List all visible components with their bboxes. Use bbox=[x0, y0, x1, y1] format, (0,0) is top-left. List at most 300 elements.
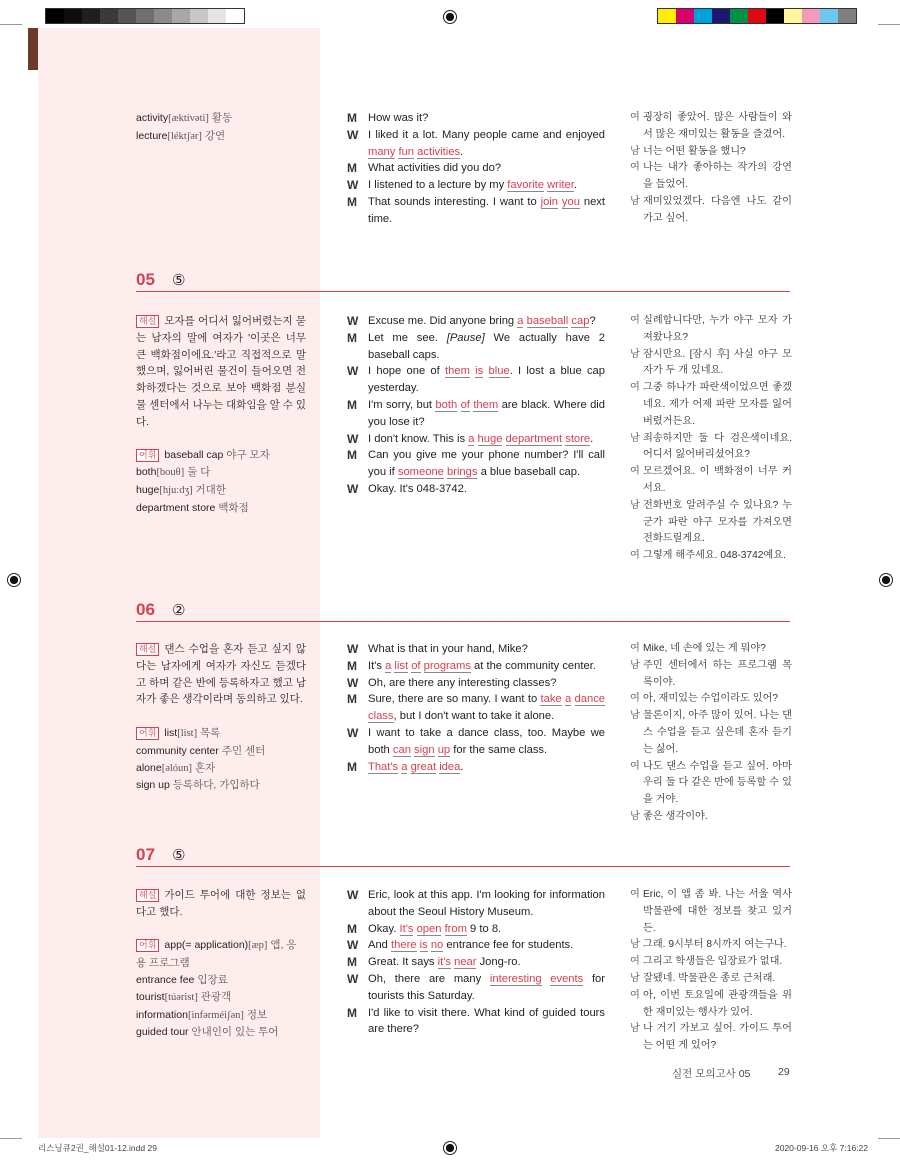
vocab-word: lecture bbox=[136, 129, 168, 142]
question-number: 05 bbox=[136, 270, 155, 289]
dialogue-text: I don't know. This is a huge department store. bbox=[368, 432, 594, 445]
answer-choice: ⑤ bbox=[172, 847, 186, 864]
dialogue-line bbox=[347, 725, 605, 759]
dialogue-line bbox=[347, 921, 605, 938]
dictation-answer: events bbox=[550, 972, 584, 985]
vocab-label: 어휘 bbox=[136, 939, 159, 952]
dialogue-line bbox=[347, 397, 605, 431]
translation-column bbox=[630, 313, 792, 565]
gray-swatch bbox=[226, 9, 244, 23]
translation-line bbox=[630, 809, 792, 826]
translation-text: 물론이지, 아주 많이 있어. 나는 댄스 수업을 듣고 싶은데 혼자 듣기는 싫어. bbox=[643, 710, 792, 755]
vocab-word: huge bbox=[136, 483, 160, 496]
vocab-meaning: 목록 bbox=[200, 726, 221, 739]
dialogue-line bbox=[347, 160, 605, 177]
slug-filename: 리스닝큐2권_해설01-12.indd 29 bbox=[38, 1143, 157, 1153]
dialogue-line bbox=[347, 110, 605, 127]
translation-speaker: 남 bbox=[630, 972, 640, 984]
dialogue-text: I listened to a lecture by my favorite writer. bbox=[368, 179, 577, 192]
speaker-label: W bbox=[347, 971, 359, 986]
color-swatch bbox=[712, 9, 730, 23]
dialogue-line bbox=[347, 954, 605, 971]
dialogue-text: Sure, there are so many. I want to take a dance class, but I don't want to take it alone. bbox=[368, 693, 606, 723]
vocab-meaning: 혼자 bbox=[194, 761, 216, 774]
vocab-item bbox=[136, 464, 306, 482]
dialogue-text: Can you give me your phone number? I'll call you if someone brings a blue baseball cap. bbox=[368, 449, 605, 479]
dialogue-line bbox=[347, 887, 605, 921]
vocab-item bbox=[136, 1007, 306, 1025]
explanation-label: 해설 bbox=[136, 315, 159, 328]
translation-text: 나도 댄스 수업을 듣고 싶어. 아마 우리 둘 다 같은 반에 등록할 수 있을 거야. bbox=[643, 760, 792, 806]
dictation-answer: take bbox=[540, 693, 562, 706]
dialogue-text: Oh, are there any interesting classes? bbox=[368, 676, 557, 689]
dialogue-text: I want to take a dance class, too. Maybe we both can sign up for the same class. bbox=[368, 726, 605, 756]
color-swatch bbox=[838, 9, 856, 23]
speaker-label: M bbox=[347, 111, 357, 125]
translation-text: 굉장히 좋았어. 많은 사람들이 와서 많은 재미있는 활동을 즐겼어. bbox=[643, 112, 792, 140]
dictation-answer: department bbox=[505, 432, 563, 445]
translation-speaker: 여 bbox=[630, 466, 640, 478]
translation-speaker: 남 bbox=[630, 1023, 640, 1035]
translation-speaker: 여 bbox=[630, 760, 640, 772]
dictation-answer: programs bbox=[423, 659, 471, 672]
question-number: 07 bbox=[136, 845, 155, 864]
translation-line bbox=[630, 144, 792, 161]
translation-speaker: 여 bbox=[630, 989, 640, 1001]
vocab-word: entrance fee bbox=[136, 973, 195, 986]
translation-speaker: 여 bbox=[630, 643, 640, 654]
dialogue-text: And there is no entrance fee for students. bbox=[368, 939, 574, 952]
translation-text: 그렇게 해주세요. 048-3742예요. bbox=[643, 550, 786, 562]
dialogue-text: Eric, look at this app. I'm looking for information about the Seoul History Museum. bbox=[368, 889, 605, 918]
color-swatch bbox=[820, 9, 838, 23]
vocab-word: community center bbox=[136, 744, 219, 757]
dictation-answer: dance class bbox=[368, 693, 606, 723]
vocab-meaning: 야구 모자 bbox=[226, 449, 270, 462]
speaker-label: W bbox=[347, 725, 359, 740]
translation-line bbox=[630, 431, 792, 465]
dictation-answer: is bbox=[475, 365, 484, 378]
explanation-label: 해설 bbox=[136, 889, 159, 902]
translation-line bbox=[630, 708, 792, 758]
speaker-label: W bbox=[347, 431, 359, 446]
translation-text: 좋은 생각이야. bbox=[643, 810, 708, 822]
dialogue-text: That's a great idea. bbox=[368, 760, 464, 773]
dictation-answer: is bbox=[419, 939, 428, 952]
explanation-vocab-column bbox=[136, 887, 306, 1041]
translation-speaker: 여 bbox=[630, 550, 640, 562]
vocab-word: department store bbox=[136, 501, 216, 514]
running-title: 실전 모의고사 05 bbox=[672, 1068, 751, 1080]
translation-line bbox=[630, 658, 792, 692]
dialogue-line bbox=[347, 641, 605, 658]
speaker-label: M bbox=[347, 448, 357, 463]
vocab-pronunciation: [list] bbox=[177, 727, 198, 739]
speaker-label: W bbox=[347, 675, 359, 690]
color-swatch bbox=[802, 9, 820, 23]
translation-text: 너는 어떤 활동을 했니? bbox=[643, 145, 746, 157]
translation-line bbox=[630, 691, 792, 708]
grayscale-calibration-bar bbox=[45, 8, 245, 24]
vocab-meaning: 주민 센터 bbox=[221, 744, 266, 757]
translation-line bbox=[630, 313, 792, 347]
translation-text: 전화번호 알려주실 수 있나요? 누군가 파란 야구 모자를 가져오면 전화드릴게요. bbox=[643, 499, 792, 545]
vocab-pronunciation: [hjuːdʒ] bbox=[159, 484, 193, 496]
speaker-label: M bbox=[347, 1005, 357, 1020]
dialogue-line bbox=[347, 330, 605, 364]
translation-line bbox=[630, 971, 792, 988]
vocab-word: activity bbox=[136, 112, 169, 124]
speaker-label: W bbox=[347, 314, 359, 328]
dictation-answer: them bbox=[445, 365, 470, 378]
dialogue-text: Great. It says it's near Jong-ro. bbox=[368, 956, 521, 969]
vocab-item bbox=[136, 760, 306, 778]
dictation-answer: huge bbox=[477, 432, 503, 445]
vocab-label: 어휘 bbox=[136, 727, 159, 740]
vocab-word: information bbox=[136, 1008, 188, 1021]
speaker-label: M bbox=[347, 759, 357, 774]
translation-text: Eric, 이 앱 좀 봐. 나는 서울 역사박물관에 대한 정보를 찾고 있거든. bbox=[643, 889, 792, 934]
explanation-body: 댄스 수업을 혼자 듣고 싶지 않다는 남자에게 여자가 자신도 듣겠다고 하며 같은 반에 등록하자고 했고 남자가 좋은 생각이라며 동의하고 있다. bbox=[136, 643, 306, 706]
dictation-answer: join bbox=[540, 195, 559, 208]
translation-speaker: 남 bbox=[630, 659, 640, 671]
gray-swatch bbox=[46, 9, 64, 23]
translation-text: 잠시만요. [잠시 후] 사실 야구 모자가 두 개 있네요. bbox=[643, 348, 792, 377]
vocab-meaning: 백화점 bbox=[218, 501, 249, 514]
translation-column bbox=[630, 110, 792, 228]
speaker-label: M bbox=[347, 330, 357, 345]
speaker-label: M bbox=[347, 921, 357, 936]
vocab-meaning: 강연 bbox=[204, 129, 226, 142]
translation-column bbox=[630, 641, 792, 826]
registration-mark-icon bbox=[7, 573, 21, 587]
dictation-answer: it's bbox=[437, 956, 451, 969]
translation-line bbox=[630, 498, 792, 548]
dialogue-text: What is that in your hand, Mike? bbox=[368, 643, 528, 655]
dialogue-line bbox=[347, 658, 605, 675]
dictation-answer: there bbox=[391, 939, 417, 952]
dialogue-line bbox=[347, 447, 605, 481]
gray-swatch bbox=[172, 9, 190, 23]
vocab-item bbox=[136, 447, 306, 464]
translation-line bbox=[630, 641, 792, 658]
dictation-answer: you bbox=[561, 195, 580, 208]
gray-swatch bbox=[82, 9, 100, 23]
dictation-answer: near bbox=[454, 956, 477, 969]
dialogue-script bbox=[347, 887, 605, 1038]
dictation-answer: favorite bbox=[507, 179, 544, 192]
dialogue-line bbox=[347, 675, 605, 692]
vocab-item bbox=[136, 777, 306, 794]
dialogue-text: Oh, there are many interesting events for tourists this Saturday. bbox=[368, 972, 606, 1002]
dictation-answer: writer bbox=[547, 179, 574, 192]
stage-direction: [Pause] bbox=[446, 331, 485, 344]
dictation-answer: sign bbox=[414, 743, 435, 756]
question-number: 06 bbox=[136, 600, 155, 619]
explanation-vocab-column bbox=[136, 641, 306, 794]
vocab-word: sign up bbox=[136, 779, 170, 792]
translation-column bbox=[630, 887, 792, 1055]
dialogue-text: What activities did you do? bbox=[368, 162, 502, 175]
gray-swatch bbox=[190, 9, 208, 23]
dialogue-text: Okay. It's 048-3742. bbox=[368, 482, 467, 495]
vocab-pronunciation: [æktívəti] bbox=[168, 113, 209, 124]
speaker-label: M bbox=[347, 658, 357, 673]
translation-speaker: 여 bbox=[630, 382, 640, 394]
dictation-answer: cap bbox=[571, 315, 590, 327]
vocab-item bbox=[136, 500, 306, 517]
translation-speaker: 여 bbox=[630, 889, 640, 900]
vocab-word: guided tour bbox=[136, 1026, 189, 1039]
translation-text: 재미있었겠다. 다음엔 나도 같이 가고 싶어. bbox=[643, 195, 792, 224]
color-swatch bbox=[694, 9, 712, 23]
page-edge-tab bbox=[28, 28, 38, 70]
translation-speaker: 남 bbox=[630, 939, 640, 951]
gray-swatch bbox=[154, 9, 172, 23]
spacer bbox=[136, 921, 306, 938]
dictation-answer: can bbox=[392, 743, 411, 756]
color-swatch bbox=[766, 9, 784, 23]
registration-mark-icon bbox=[443, 10, 457, 24]
dialogue-text: How was it? bbox=[368, 112, 429, 124]
dictation-answer: up bbox=[437, 743, 451, 756]
dialogue-line bbox=[347, 481, 605, 498]
explanation-text bbox=[136, 313, 306, 431]
dialogue-script bbox=[347, 641, 605, 775]
dialogue-text: I'm sorry, but both of them are black. Where did you lose it? bbox=[368, 398, 605, 428]
dialogue-line bbox=[347, 177, 605, 194]
vocab-word: baseball cap bbox=[164, 449, 224, 462]
dictation-answer: blue bbox=[488, 365, 510, 378]
dictation-answer: a bbox=[564, 693, 572, 706]
speaker-label: M bbox=[347, 955, 357, 970]
color-calibration-bar bbox=[657, 8, 857, 24]
vocab-meaning: 거대한 bbox=[195, 483, 226, 496]
speaker-label: M bbox=[347, 161, 357, 176]
dictation-answer: That's bbox=[368, 760, 399, 773]
speaker-label: W bbox=[347, 642, 359, 656]
translation-line bbox=[630, 110, 792, 144]
translation-line bbox=[630, 954, 792, 971]
vocab-meaning: 활동 bbox=[211, 112, 233, 124]
answer-choice: ② bbox=[172, 602, 186, 619]
gray-swatch bbox=[100, 9, 118, 23]
registration-mark-icon bbox=[443, 1141, 457, 1155]
vocab-item bbox=[136, 482, 306, 500]
gray-swatch bbox=[118, 9, 136, 23]
dialogue-line bbox=[347, 431, 605, 448]
vocab-word: list bbox=[164, 726, 178, 739]
vocab-item bbox=[136, 128, 306, 146]
translation-speaker: 남 bbox=[630, 145, 640, 157]
dictation-answer: list bbox=[394, 659, 409, 672]
crop-mark bbox=[0, 24, 22, 25]
gray-swatch bbox=[136, 9, 154, 23]
gray-swatch bbox=[64, 9, 82, 23]
speaker-label: W bbox=[347, 888, 359, 902]
dialogue-line bbox=[347, 1005, 605, 1039]
dictation-answer: fun bbox=[398, 145, 415, 158]
translation-speaker: 남 bbox=[630, 710, 640, 722]
dialogue-script bbox=[347, 110, 605, 228]
dictation-answer: many bbox=[368, 145, 396, 158]
crop-mark bbox=[878, 1138, 900, 1139]
translation-text: 나는 내가 좋아하는 작가의 강연을 들었어. bbox=[643, 162, 792, 191]
explanation-body: 가이드 투어에 대한 정보는 없다고 했다. bbox=[136, 889, 306, 918]
translation-line bbox=[630, 887, 792, 937]
slug-date: 2020-09-16 오후 7:16:22 bbox=[775, 1143, 868, 1153]
translation-text: 아, 재미있는 수업이라도 있어? bbox=[643, 693, 779, 705]
speaker-label: W bbox=[347, 127, 359, 142]
translation-line bbox=[630, 160, 792, 194]
dictation-answer: a bbox=[517, 315, 524, 327]
vocab-meaning: 관광객 bbox=[200, 990, 232, 1003]
vocab-pronunciation: [ìnfərméiʃən] bbox=[187, 1009, 244, 1021]
explanation-vocab-column bbox=[136, 110, 306, 146]
translation-speaker: 남 bbox=[630, 348, 640, 360]
dictation-answer: from bbox=[444, 922, 467, 935]
translation-text: 아, 이번 토요일에 관광객들을 위한 재미있는 행사가 있어. bbox=[643, 989, 792, 1018]
dictation-answer: of bbox=[460, 398, 470, 411]
dictation-answer: no bbox=[430, 939, 444, 952]
vocab-meaning: 둘 다 bbox=[187, 466, 211, 479]
dictation-answer: It's bbox=[399, 922, 414, 935]
dictation-answer: interesting bbox=[489, 972, 542, 985]
section-header bbox=[136, 272, 790, 292]
dictation-answer: a bbox=[401, 760, 408, 773]
dictation-answer: idea bbox=[439, 760, 461, 773]
translation-line bbox=[630, 347, 792, 381]
dictation-answer: both bbox=[435, 398, 458, 411]
dictation-answer: brings bbox=[447, 466, 478, 479]
gray-swatch bbox=[208, 9, 226, 23]
dialogue-line bbox=[347, 937, 605, 954]
speaker-label: W bbox=[347, 938, 359, 953]
speaker-label: M bbox=[347, 397, 357, 412]
dialogue-text: Okay. It's open from 9 to 8. bbox=[368, 922, 502, 935]
speaker-label: M bbox=[347, 194, 357, 209]
vocab-pronunciation: [əlóun] bbox=[161, 762, 193, 774]
dialogue-line bbox=[347, 691, 605, 725]
dialogue-line bbox=[347, 363, 605, 397]
dialogue-text: That sounds interesting. I want to join you next time. bbox=[368, 195, 605, 225]
dialogue-script bbox=[347, 313, 605, 498]
color-swatch bbox=[784, 9, 802, 23]
translation-speaker: 남 bbox=[630, 195, 640, 207]
vocab-item bbox=[136, 743, 306, 760]
explanation-body: 모자를 어디서 잃어버렸는지 묻는 남자의 말에 여자가 '이곳은 너무 큰 백화점이에요.'라고 직접적으로 말했으며, 잃어버린 물건이 들어오면 전화하겠다는 것으로 보아 백화점 분실물 센터에서 나누는 대화임을 알 수 있다. bbox=[136, 315, 306, 428]
translation-line bbox=[630, 937, 792, 954]
speaker-label: W bbox=[347, 364, 359, 379]
dialogue-line bbox=[347, 194, 605, 228]
dialogue-line bbox=[347, 127, 605, 161]
translation-speaker: 여 bbox=[630, 956, 640, 968]
explanation-text bbox=[136, 641, 306, 708]
dictation-answer: activities bbox=[417, 145, 461, 158]
translation-text: 그래. 9시부터 8시까지 여는구나. bbox=[643, 939, 787, 951]
vocab-item bbox=[136, 1024, 306, 1041]
dictation-answer: someone bbox=[397, 466, 444, 479]
dialogue-text: I'd like to visit there. What kind of guided tours are there? bbox=[368, 1006, 605, 1036]
registration-mark-icon bbox=[879, 573, 893, 587]
vocab-meaning: 정보 bbox=[246, 1008, 268, 1021]
vocab-pronunciation: [bouθ] bbox=[156, 467, 185, 479]
crop-mark bbox=[0, 1138, 22, 1139]
translation-text: 잘됐네. 박물관은 종로 근처래. bbox=[643, 972, 776, 984]
translation-text: 모르겠어요. 이 백화점이 너무 커서요. bbox=[643, 466, 792, 494]
translation-line bbox=[630, 1021, 792, 1055]
vocab-word: tourist bbox=[136, 990, 165, 1003]
spacer bbox=[136, 708, 306, 725]
dictation-answer: a bbox=[468, 432, 475, 445]
vocab-item bbox=[136, 989, 306, 1007]
explanation-text bbox=[136, 887, 306, 921]
translation-text: 실례합니다만, 누가 야구 모자 가져왔나요? bbox=[643, 315, 792, 343]
translation-text: 나 거기 가보고 싶어. 가이드 투어는 어떤 게 있어? bbox=[643, 1023, 792, 1052]
translation-line bbox=[630, 194, 792, 228]
vocab-pronunciation: [túərist] bbox=[164, 991, 198, 1003]
color-swatch bbox=[658, 9, 676, 23]
translation-text: Mike, 네 손에 있는 게 뭐야? bbox=[643, 643, 766, 654]
translation-line bbox=[630, 464, 792, 498]
answer-choice: ⑤ bbox=[172, 272, 186, 289]
vocab-word: app(= application) bbox=[164, 939, 249, 952]
translation-line bbox=[630, 548, 792, 565]
section-header bbox=[136, 602, 790, 622]
translation-line bbox=[630, 380, 792, 430]
vocab-item bbox=[136, 110, 306, 128]
dictation-answer: of bbox=[411, 659, 421, 672]
dialogue-line bbox=[347, 313, 605, 330]
translation-speaker: 여 bbox=[630, 315, 640, 326]
translation-speaker: 여 bbox=[630, 112, 640, 123]
translation-speaker: 남 bbox=[630, 432, 640, 444]
dialogue-text: I hope one of them is blue. I lost a blue cap yesterday. bbox=[368, 365, 606, 395]
dialogue-text: I liked it a lot. Many people came and enjoyed many fun activities. bbox=[368, 128, 605, 158]
vocab-word: alone bbox=[136, 761, 162, 774]
explanation-label: 해설 bbox=[136, 643, 159, 656]
vocab-item bbox=[136, 937, 306, 972]
dictation-answer: great bbox=[410, 760, 437, 773]
color-swatch bbox=[676, 9, 694, 23]
speaker-label: W bbox=[347, 178, 359, 193]
vocab-word: both bbox=[136, 466, 157, 479]
dictation-answer: store bbox=[565, 432, 591, 445]
page-number: 29 bbox=[778, 1066, 790, 1078]
translation-speaker: 남 bbox=[630, 499, 640, 511]
explanation-vocab-column bbox=[136, 313, 306, 517]
dialogue-text: Excuse me. Did anyone bring a baseball cap? bbox=[368, 315, 596, 327]
vocab-item bbox=[136, 725, 306, 743]
color-swatch bbox=[730, 9, 748, 23]
translation-text: 그리고 학생들은 입장료가 없대. bbox=[643, 956, 783, 968]
dictation-answer: them bbox=[473, 398, 499, 411]
vocab-pronunciation: [léktʃər] bbox=[167, 130, 202, 142]
translation-speaker: 여 bbox=[630, 693, 640, 705]
translation-speaker: 남 bbox=[630, 810, 640, 822]
vocab-meaning: 안내인이 있는 투어 bbox=[191, 1026, 279, 1039]
vocab-meaning: 입장료 bbox=[197, 973, 228, 986]
dictation-answer: baseball bbox=[526, 315, 569, 327]
dictation-answer: a bbox=[385, 659, 392, 672]
section-header bbox=[136, 847, 790, 867]
translation-speaker: 여 bbox=[630, 162, 640, 174]
dialogue-text: Let me see. [Pause] We actually have 2 baseball caps. bbox=[368, 331, 605, 361]
speaker-label: M bbox=[347, 692, 357, 707]
crop-mark bbox=[878, 24, 900, 25]
translation-line bbox=[630, 988, 792, 1022]
translation-text: 주민 센터에서 하는 프로그램 목록이야. bbox=[643, 659, 792, 688]
